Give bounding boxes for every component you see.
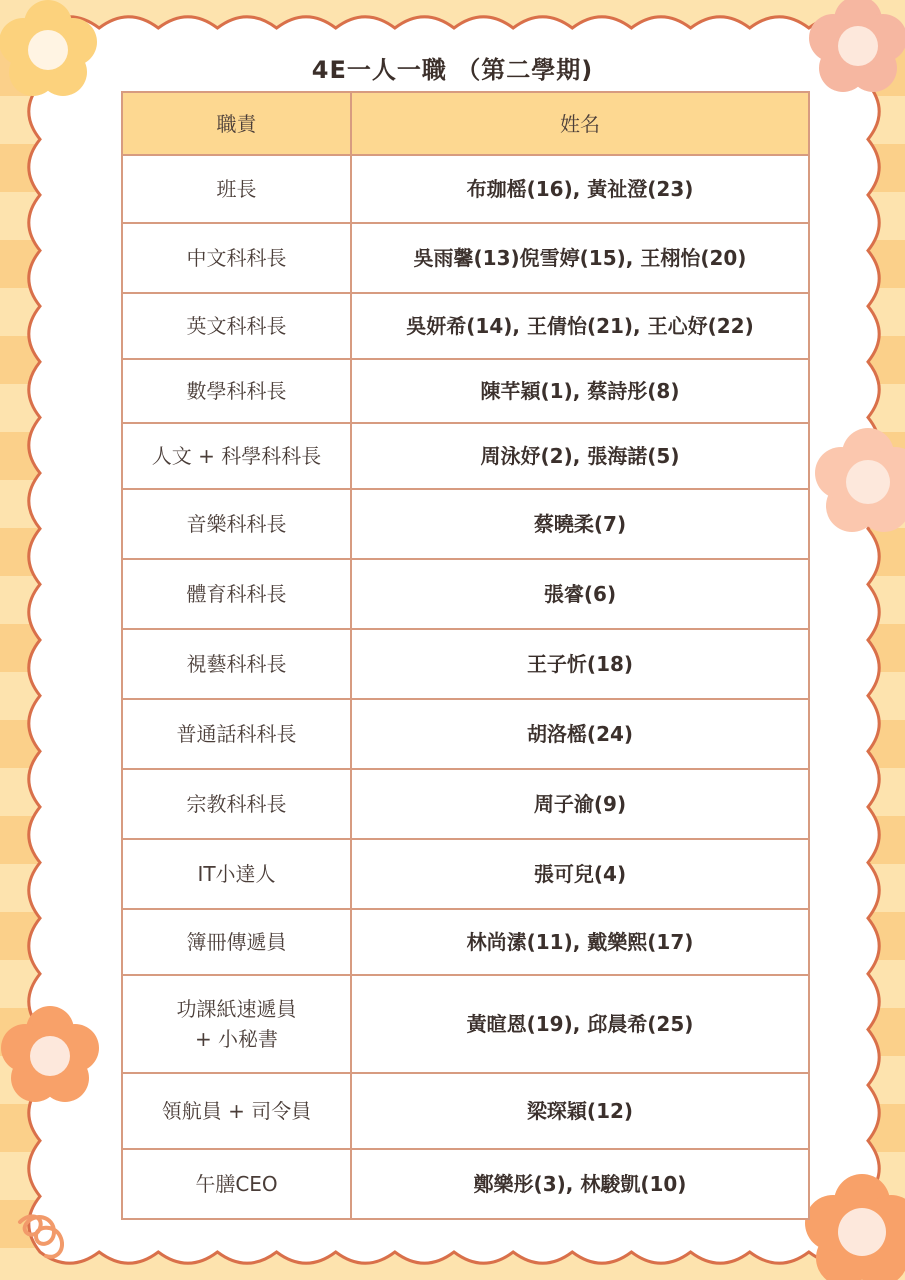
table-row — [122, 909, 809, 975]
names-cell: 陳芊穎(1), 蔡詩彤(8) — [351, 359, 809, 423]
duty-table — [121, 91, 810, 1220]
names-cell: 蔡曉柔(7) — [351, 489, 809, 559]
role-cell: 簿冊傳遞員 — [122, 909, 351, 975]
table-row — [122, 699, 809, 769]
table-row — [122, 839, 809, 909]
names-cell: 布珈榣(16), 黃祉澄(23) — [351, 155, 809, 223]
name-column-header: 姓名 — [351, 92, 809, 155]
role-column-header: 職責 — [122, 92, 351, 155]
role-cell: 數學科科長 — [122, 359, 351, 423]
names-cell: 林尚溸(11), 戴樂熙(17) — [351, 909, 809, 975]
names-cell: 王子忻(18) — [351, 629, 809, 699]
names-cell: 吳雨馨(13)倪雪婷(15), 王栩怡(20) — [351, 223, 809, 293]
names-cell: 周泳妤(2), 張海諾(5) — [351, 423, 809, 489]
table-row — [122, 1073, 809, 1149]
table-row — [122, 975, 809, 1073]
role-cell: 普通話科科長 — [122, 699, 351, 769]
names-cell: 鄭樂彤(3), 林駿凱(10) — [351, 1149, 809, 1219]
names-cell: 張可兒(4) — [351, 839, 809, 909]
role-cell: 班長 — [122, 155, 351, 223]
table-row — [122, 293, 809, 359]
names-cell: 胡洛榣(24) — [351, 699, 809, 769]
table-row — [122, 423, 809, 489]
table-row — [122, 359, 809, 423]
role-cell: 人文 + 科學科科長 — [122, 423, 351, 489]
names-cell: 梁琛穎(12) — [351, 1073, 809, 1149]
names-cell: 吳妍希(14), 王倩怡(21), 王心妤(22) — [351, 293, 809, 359]
table-row — [122, 629, 809, 699]
role-cell: IT小達人 — [122, 839, 351, 909]
table-row — [122, 559, 809, 629]
role-cell: 體育科科長 — [122, 559, 351, 629]
role-cell: 中文科科長 — [122, 223, 351, 293]
page-title: 4E一人一職 （第二學期) — [311, 56, 594, 84]
table-header-row — [122, 92, 809, 155]
table-row — [122, 155, 809, 223]
role-line-2: + 小秘書 — [194, 1027, 279, 1051]
role-cell: 英文科科長 — [122, 293, 351, 359]
role-cell: 宗教科科長 — [122, 769, 351, 839]
role-cell — [122, 975, 351, 1073]
role-cell: 視藝科科長 — [122, 629, 351, 699]
names-cell: 張睿(6) — [351, 559, 809, 629]
table-row — [122, 489, 809, 559]
table-row — [122, 223, 809, 293]
role-cell: 領航員 + 司令員 — [122, 1073, 351, 1149]
table-row — [122, 1149, 809, 1219]
names-cell: 周子渝(9) — [351, 769, 809, 839]
table-row — [122, 769, 809, 839]
names-cell: 黃暄恩(19), 邱晨希(25) — [351, 975, 809, 1073]
role-cell: 午膳CEO — [122, 1149, 351, 1219]
role-cell: 音樂科科長 — [122, 489, 351, 559]
role-line-1: 功課紙速遞員 — [176, 997, 297, 1021]
